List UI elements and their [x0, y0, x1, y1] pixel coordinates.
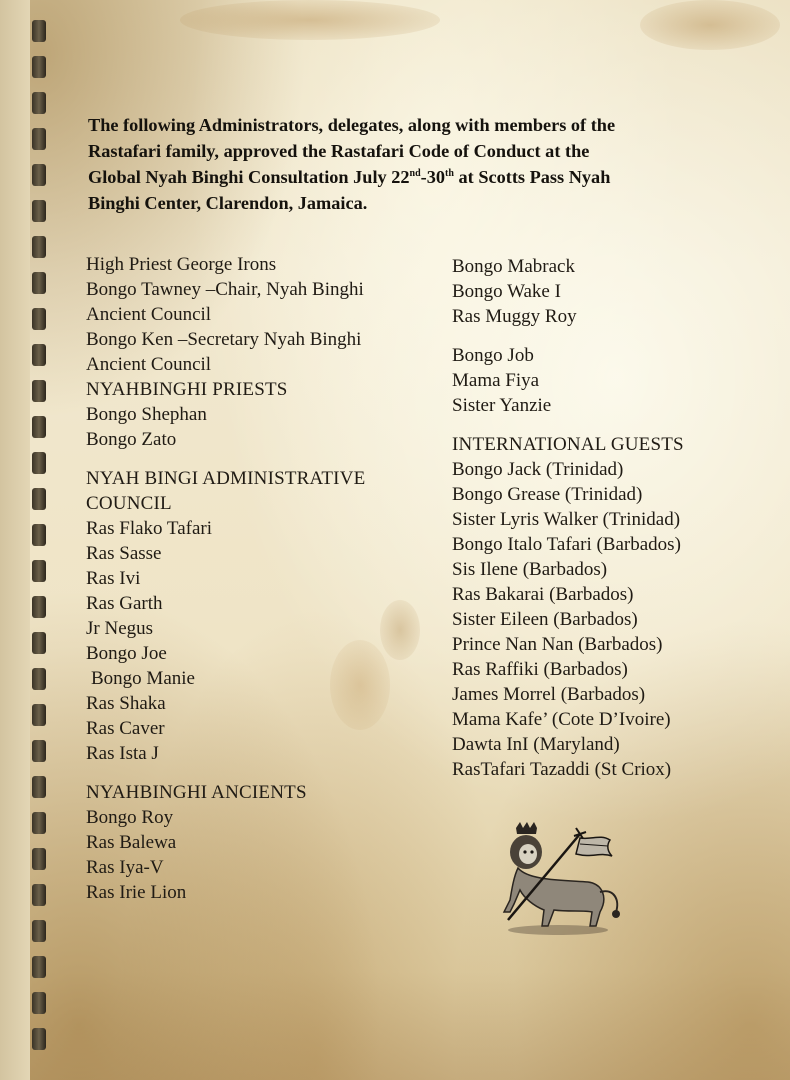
- binding-ring: [32, 560, 46, 582]
- spacer: [452, 418, 772, 432]
- right-group-3: [452, 432, 772, 782]
- list-item: Ras Caver: [86, 718, 165, 739]
- list-item: Sister Yanzie: [452, 395, 552, 416]
- binding-ring: [32, 884, 46, 906]
- binding-ring: [32, 128, 46, 150]
- list-item: Sister Eileen (Barbados): [452, 609, 638, 630]
- binding-ring: [32, 200, 46, 222]
- binding-ring: [32, 272, 46, 294]
- binding-ring: [32, 344, 46, 366]
- binding-ring: [32, 20, 46, 42]
- list-item: Jr Negus: [86, 618, 154, 639]
- list-item: Bongo Shephan: [86, 404, 207, 425]
- lion-of-judah-icon: [488, 820, 628, 940]
- list-item: Ras Iya-V: [86, 857, 164, 878]
- list-item: Ras Raffiki (Barbados): [452, 659, 628, 680]
- list-item: Ras Sasse: [86, 543, 162, 564]
- right-group-2: [452, 343, 772, 418]
- list-item: RasTafari Tazaddi (St Criox): [452, 759, 672, 780]
- binding-ring: [32, 416, 46, 438]
- document-header: [88, 112, 738, 216]
- binding-ring: [32, 236, 46, 258]
- right-column: [452, 254, 772, 782]
- binding-ring: [32, 380, 46, 402]
- left-group-2: [86, 466, 426, 766]
- spacer: [86, 766, 426, 780]
- header-line: Binghi Center, Clarendon, Jamaica.: [88, 193, 368, 213]
- binding-ring: [32, 668, 46, 690]
- binding-ring: [32, 524, 46, 546]
- right-group-1: [452, 254, 772, 329]
- list-item: Ras Garth: [86, 593, 163, 614]
- list-item: Ras Flako Tafari: [86, 518, 213, 539]
- list-item: Ras Irie Lion: [86, 882, 187, 903]
- section-heading: NYAHBINGHI ANCIENTS: [86, 782, 307, 803]
- list-item: High Priest George Irons: [86, 254, 277, 275]
- list-item: Bongo Job: [452, 345, 534, 366]
- spiral-binding: [22, 0, 62, 1080]
- binding-ring: [32, 164, 46, 186]
- list-item: Sis Ilene (Barbados): [452, 559, 608, 580]
- list-item: Ras Balewa: [86, 832, 177, 853]
- list-item: Bongo Grease (Trinidad): [452, 484, 643, 505]
- list-item: James Morrel (Barbados): [452, 684, 646, 705]
- header-line: The following Administrators, delegates, along with members of the: [88, 115, 616, 135]
- list-item: Ras Ivi: [86, 568, 141, 589]
- left-group-1: [86, 252, 426, 452]
- list-item: Bongo Mabrack: [452, 256, 575, 277]
- list-item: Bongo Manie: [91, 668, 195, 689]
- section-heading: INTERNATIONAL GUESTS: [452, 434, 684, 455]
- ordinal-suffix: nd: [409, 167, 421, 179]
- spacer: [452, 329, 772, 343]
- list-item: Mama Fiya: [452, 370, 540, 391]
- list-item: Ancient Council: [86, 354, 212, 375]
- binding-ring: [32, 920, 46, 942]
- list-item: Bongo Jack (Trinidad): [452, 459, 624, 480]
- left-group-3: [86, 780, 426, 905]
- header-line: [88, 164, 738, 190]
- binding-ring: [32, 632, 46, 654]
- list-item: Ras Ista J: [86, 743, 159, 764]
- list-item: Dawta InI (Maryland): [452, 734, 620, 755]
- binding-ring: [32, 92, 46, 114]
- stain: [640, 0, 780, 50]
- list-item: Mama Kafe’ (Cote D’Ivoire): [452, 709, 671, 730]
- list-item: Ras Bakarai (Barbados): [452, 584, 634, 605]
- binding-ring: [32, 452, 46, 474]
- list-item: Bongo Roy: [86, 807, 174, 828]
- list-item: Bongo Ken –Secretary Nyah Binghi: [86, 329, 362, 350]
- binding-ring: [32, 992, 46, 1014]
- header-text: -30: [420, 167, 446, 187]
- spacer: [86, 452, 426, 466]
- list-item: Ras Muggy Roy: [452, 306, 577, 327]
- list-item: Bongo Wake I: [452, 281, 561, 302]
- header-text: Global Nyah Binghi Consultation July 22: [88, 167, 410, 187]
- header-text: at Scotts Pass Nyah: [453, 167, 611, 187]
- list-item: Prince Nan Nan (Barbados): [452, 634, 663, 655]
- list-item: Bongo Joe: [86, 643, 167, 664]
- list-item: Bongo Italo Tafari (Barbados): [452, 534, 681, 555]
- binding-ring: [32, 956, 46, 978]
- binding-ring: [32, 488, 46, 510]
- binding-ring: [32, 704, 46, 726]
- list-item: Bongo Zato: [86, 429, 177, 450]
- binding-ring: [32, 596, 46, 618]
- list-item: Bongo Tawney –Chair, Nyah Binghi: [86, 279, 364, 300]
- binding-ring: [32, 740, 46, 762]
- binding-ring: [32, 812, 46, 834]
- binding-ring: [32, 776, 46, 798]
- binding-ring: [32, 308, 46, 330]
- list-item: Ras Shaka: [86, 693, 166, 714]
- section-heading: COUNCIL: [86, 493, 172, 514]
- section-heading: NYAH BINGI ADMINISTRATIVE: [86, 468, 366, 489]
- binding-ring: [32, 56, 46, 78]
- list-item: Ancient Council: [86, 304, 212, 325]
- ordinal-suffix: th: [445, 167, 454, 179]
- list-item: Sister Lyris Walker (Trinidad): [452, 509, 681, 530]
- binding-ring: [32, 848, 46, 870]
- left-column: [86, 252, 426, 905]
- section-heading: NYAHBINGHI PRIESTS: [86, 379, 288, 400]
- binding-ring: [32, 1028, 46, 1050]
- header-line: Rastafari family, approved the Rastafari Code of Conduct at the: [88, 141, 590, 161]
- stain: [180, 0, 440, 40]
